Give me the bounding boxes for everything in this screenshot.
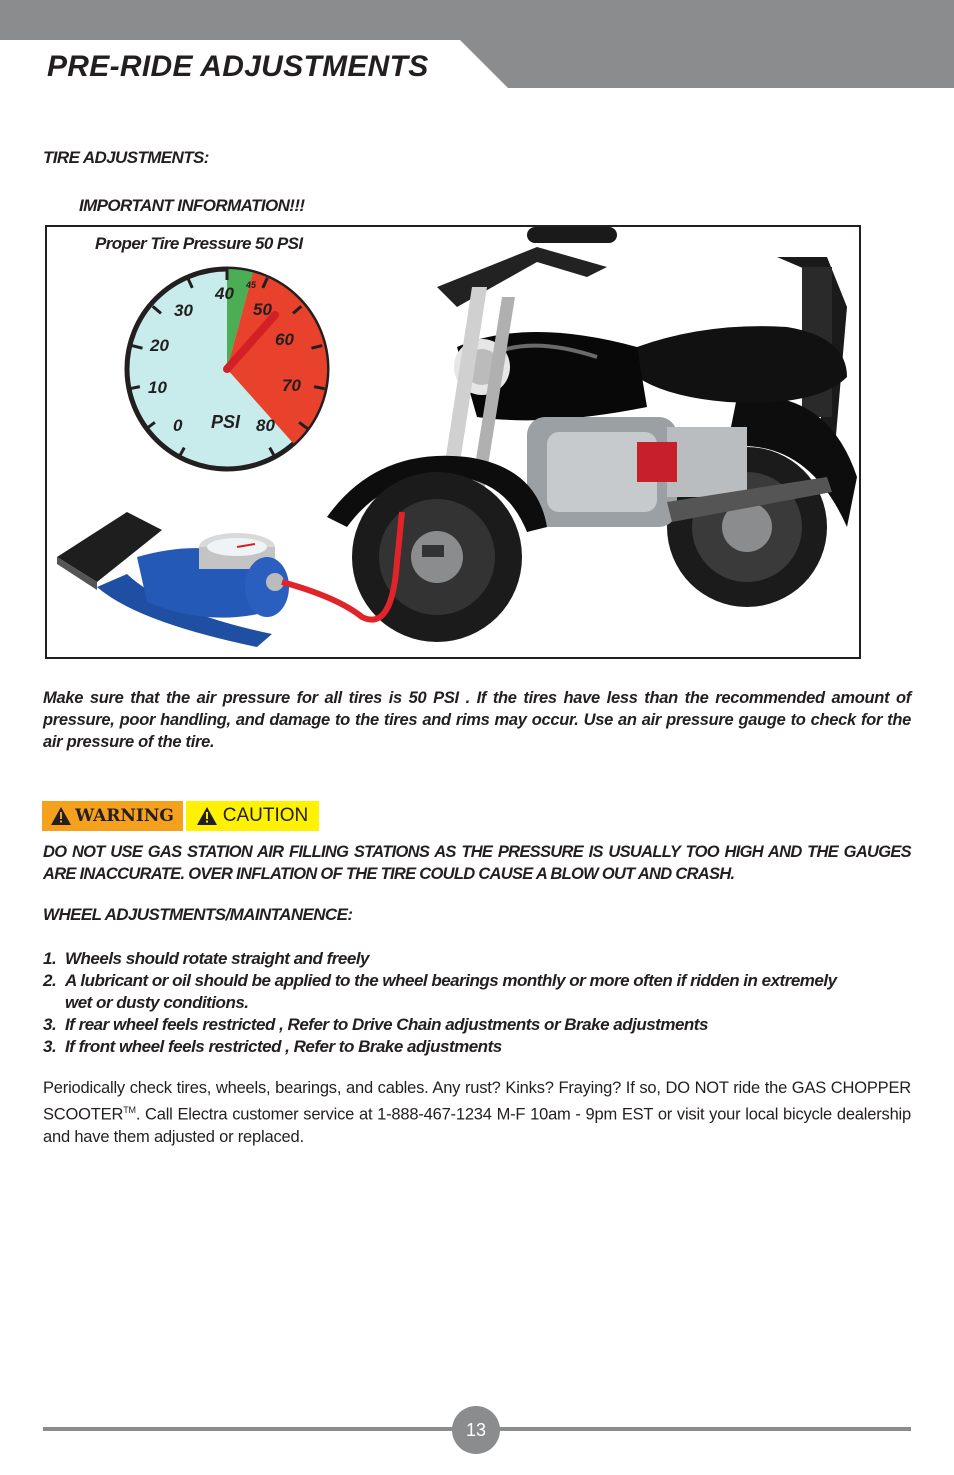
warning-badge: [42, 801, 183, 831]
list-item-number: 1.: [43, 949, 57, 968]
maintenance-body-text: [43, 1077, 911, 1148]
gauge-tick-20: 20: [150, 336, 169, 355]
footer-line-left: [43, 1427, 453, 1431]
gauge-tick-45: 45: [246, 280, 257, 290]
list-item-text: Wheels should rotate straight and freely: [65, 949, 370, 968]
gauge-unit-label: PSI: [211, 412, 241, 432]
tire-adjustments-heading: TIRE ADJUSTMENTS:: [43, 148, 209, 167]
maintenance-text-part1: Periodically check tires, wheels, bearings, and cables. Any rust? Kinks? Fraying? If so, DO NOT ride the GAS CHOPPER SCOOTER: [43, 1079, 911, 1124]
maintenance-text-part2: . Call Electra customer service at 1-888-467-1234 M-F 10am - 9pm EST or visit your local bicycle dealership and have them adjusted or replaced.: [43, 1105, 911, 1146]
tire-pressure-paragraph: Make sure that the air pressure for all tires is 50 PSI . If the tires have less than the recommended amount of pressure, poor handling, and damage to the tires and rims may occur. Use an air pressure gauge to check for the air pressure of the tire.: [43, 689, 911, 751]
gauge-tick-40: 40: [215, 284, 234, 303]
list-item: [43, 1014, 911, 1036]
gauge-tick-10: 10: [148, 378, 167, 397]
list-item-text: A lubricant or oil should be applied to the wheel bearings monthly or more often if ridden in extremely wet or dusty conditions.: [65, 971, 837, 1012]
gauge-tick-30: 30: [174, 301, 193, 320]
list-item: [43, 1036, 911, 1058]
page-title: PRE-RIDE ADJUSTMENTS: [47, 50, 429, 83]
list-item-text: If rear wheel feels restricted , Refer to Drive Chain adjustments or Brake adjustments: [65, 1015, 708, 1034]
list-item: [43, 970, 911, 1014]
list-item-number: 3.: [43, 1037, 57, 1056]
trademark-mark: TM: [123, 1105, 136, 1115]
wheel-adjustments-heading: WHEEL ADJUSTMENTS/MAINTANENCE:: [43, 905, 353, 924]
footer-line-right: [499, 1427, 911, 1431]
foot-pump-illustration: [57, 502, 417, 659]
warning-label: WARNING: [75, 806, 174, 826]
caution-label: CAUTION: [222, 805, 309, 826]
page-number: 13: [452, 1406, 500, 1454]
list-item-number: 3.: [43, 1015, 57, 1034]
list-item: [43, 948, 911, 970]
warning-text: DO NOT USE GAS STATION AIR FILLING STATIONS AS THE PRESSURE IS USUALLY TOO HIGH AND THE GAUGES ARE INACCURATE. OVER INFLATION OF THE TIRE COULD CAUSE A BLOW OUT AND CRASH.: [43, 843, 911, 883]
pressure-gauge: [117, 259, 337, 479]
caution-badge: [186, 801, 319, 831]
list-item-number: 2.: [43, 971, 57, 990]
wheel-maintenance-list: [43, 948, 911, 1058]
gauge-tick-80: 80: [256, 416, 275, 435]
gauge-tick-70: 70: [282, 376, 301, 395]
important-information-heading: IMPORTANT INFORMATION!!!: [79, 196, 305, 215]
list-item-text: If front wheel feels restricted , Refer to Brake adjustments: [65, 1037, 502, 1056]
gauge-tick-0: 0: [173, 416, 183, 435]
caution-triangle-icon: [197, 807, 217, 825]
warning-triangle-icon: [51, 807, 71, 825]
tire-pressure-figure: [45, 225, 861, 659]
figure-caption: Proper Tire Pressure 50 PSI: [95, 234, 303, 253]
gauge-tick-60: 60: [275, 330, 294, 349]
gauge-tick-50: 50: [253, 300, 272, 319]
